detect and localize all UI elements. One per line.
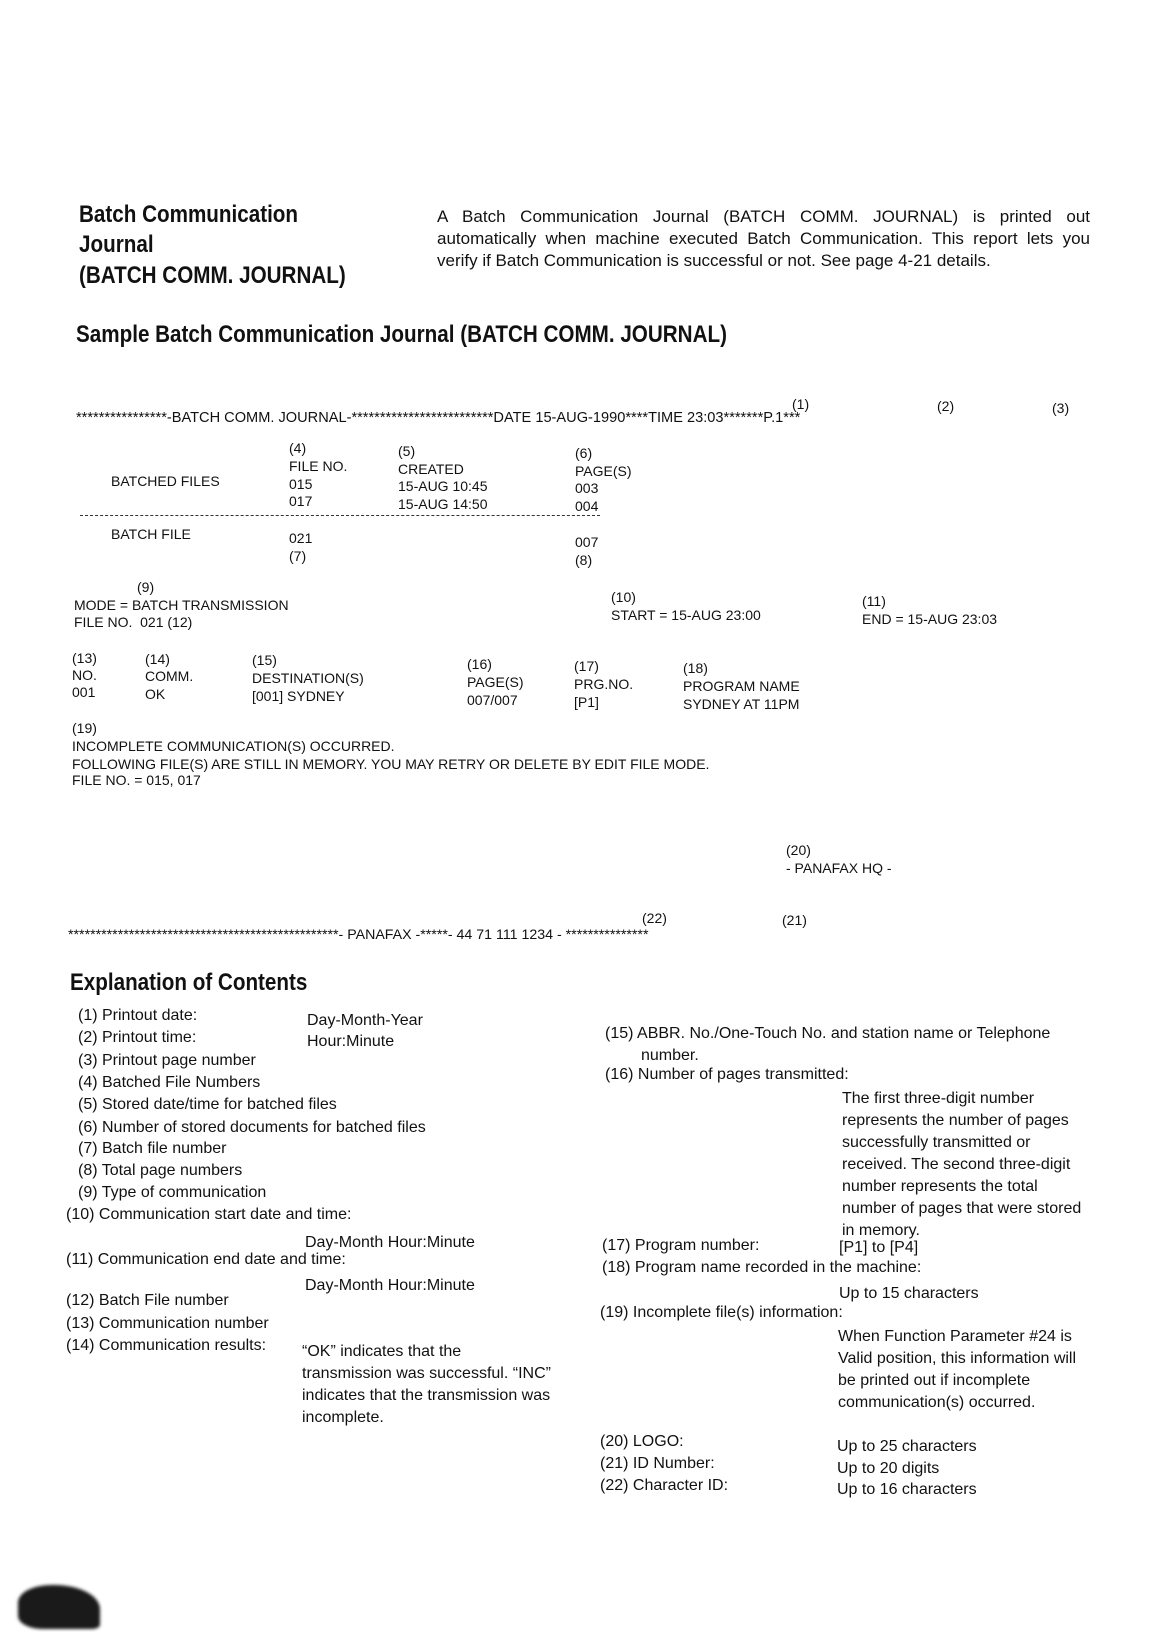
exp-item-17-value: [P1] to [P4]	[839, 1239, 919, 1256]
ref-4: (4)	[289, 440, 307, 456]
exp-item-2-value: Hour:Minute	[307, 1033, 395, 1050]
ref-16: (16)	[467, 656, 492, 672]
logo-text: - PANAFAX HQ -	[786, 860, 892, 876]
exp-item-20-value: Up to 25 characters	[837, 1438, 977, 1455]
table-header-no: NO.	[72, 667, 97, 683]
table-header-comm: COMM.	[145, 668, 194, 684]
explanation-heading: Explanation of Contents	[70, 969, 308, 996]
table-header-destinations: DESTINATION(S)	[252, 670, 364, 686]
ref-22: (22)	[642, 910, 667, 926]
incomplete-line-3: FILE NO. = 015, 017	[72, 772, 201, 788]
batched-row-2-pages: 004	[575, 498, 599, 514]
exp-item-6-label: (6) Number of stored documents for batched files	[78, 1119, 426, 1136]
exp-item-3-label: (3) Printout page number	[78, 1052, 256, 1069]
exp-item-4-label: (4) Batched File Numbers	[78, 1074, 261, 1091]
table-header-prg-no: PRG.NO.	[574, 676, 634, 692]
table-header-program-name: PROGRAM NAME	[683, 678, 800, 694]
table-row-comm: OK	[145, 686, 166, 702]
incomplete-line-2: FOLLOWING FILE(S) ARE STILL IN MEMORY. YOU MAY RETRY OR DELETE BY EDIT FILE MODE.	[72, 756, 710, 772]
table-row-program-name: SYDNEY AT 11PM	[683, 696, 800, 712]
exp-item-2-label: (2) Printout time:	[78, 1029, 197, 1046]
ref-6: (6)	[575, 445, 593, 461]
batched-row-1-pages: 003	[575, 480, 599, 496]
table-header-pages: PAGE(S)	[467, 674, 524, 690]
journal-footer-line: *************************************************- PANAFAX -*****- 44 71 111 1234 - ***************	[68, 927, 649, 943]
exp-item-22-value: Up to 16 characters	[837, 1481, 977, 1498]
exp-item-21-label: (21) ID Number:	[600, 1455, 715, 1472]
exp-item-15-label: (15) ABBR. No./One-Touch No. and station name or Telephone number.	[605, 1025, 1051, 1064]
exp-item-1-value: Day-Month-Year	[307, 1012, 423, 1029]
scan-smudge	[18, 1585, 100, 1629]
intro-title-line-1: Batch Communication	[79, 201, 299, 228]
batched-row-2-file-no: 017	[289, 493, 313, 509]
ref-9: (9)	[137, 579, 155, 595]
exp-item-12-label: (12) Batch File number	[66, 1292, 229, 1309]
batch-file-pages: 007	[575, 534, 599, 550]
batched-row-1-file-no: 015	[289, 476, 313, 492]
exp-item-18-value: Up to 15 characters	[839, 1285, 979, 1302]
exp-item-18-label: (18) Program name recorded in the machine:	[602, 1259, 922, 1276]
table-row-prg-no: [P1]	[574, 694, 599, 710]
exp-item-20-label: (20) LOGO:	[600, 1433, 684, 1450]
incomplete-line-1: INCOMPLETE COMMUNICATION(S) OCCURRED.	[72, 738, 395, 754]
exp-item-13-label: (13) Communication number	[66, 1315, 269, 1332]
ref-18: (18)	[683, 660, 708, 676]
exp-item-16-label: (16) Number of pages transmitted:	[605, 1066, 849, 1083]
ref-20: (20)	[786, 842, 811, 858]
ref-19: (19)	[72, 720, 97, 736]
batch-file-label: BATCH FILE	[111, 526, 191, 542]
ref-14: (14)	[145, 651, 170, 667]
table-row-no: 001	[72, 684, 96, 700]
exp-item-16-value: The first three-digit number represents the number of pages successfully transmitted or received. The second three-digit number represents the total number of pages that were stored in memory.	[842, 1090, 1082, 1239]
exp-item-11-value: Day-Month Hour:Minute	[305, 1277, 475, 1294]
exp-item-14-label: (14) Communication results:	[66, 1337, 267, 1354]
ref-3: (3)	[1052, 400, 1070, 416]
exp-item-5-label: (5) Stored date/time for batched files	[78, 1096, 337, 1113]
exp-item-1-label: (1) Printout date:	[78, 1007, 198, 1024]
file-no-line: FILE NO. 021 (12)	[74, 614, 193, 630]
ref-21: (21)	[782, 912, 807, 928]
batched-files-label: BATCHED FILES	[111, 473, 220, 489]
col-header-file-no: FILE NO.	[289, 458, 348, 474]
ref-11: (11)	[862, 593, 886, 609]
ref-2: (2)	[937, 398, 955, 414]
intro-description: A Batch Communication Journal (BATCH COMM. JOURNAL) is printed out automatically when machine executed Batch Communication. This report lets you verify if Batch Communication is successful or not. See page 4-21 details.	[437, 207, 1090, 270]
exp-item-22-label: (22) Character ID:	[600, 1477, 729, 1494]
intro-title-line-2: Journal	[79, 231, 154, 258]
ref-5: (5)	[398, 443, 416, 459]
ref-15: (15)	[252, 652, 277, 668]
exp-item-19-value: When Function Parameter #24 is Valid position, this information will be printed out if incomplete communication(s) occurred.	[838, 1328, 1077, 1411]
journal-header-line: ****************-BATCH COMM. JOURNAL-*************************DATE 15-AUG-1990****TIME 23:03*******P.1***	[76, 410, 801, 426]
start-line: START = 15-AUG 23:00	[611, 607, 761, 623]
mode-line: MODE = BATCH TRANSMISSION	[74, 597, 289, 613]
batched-row-1-created: 15-AUG 10:45	[398, 478, 488, 494]
ref-1: (1)	[792, 396, 810, 412]
col-header-pages: PAGE(S)	[575, 463, 632, 479]
table-row-pages: 007/007	[467, 692, 518, 708]
exp-item-14-value: “OK” indicates that the transmission was successful. “INC” indicates that the transmission was incomplete.	[302, 1343, 551, 1426]
table-row-destination: [001] SYDNEY	[252, 688, 345, 704]
exp-item-17-label: (17) Program number:	[602, 1237, 760, 1254]
exp-item-10-label: (10) Communication start date and time:	[66, 1206, 352, 1223]
sample-heading: Sample Batch Communication Journal (BATCH COMM. JOURNAL)	[76, 321, 727, 348]
exp-item-10-value: Day-Month Hour:Minute	[305, 1234, 475, 1251]
ref-17: (17)	[574, 658, 599, 674]
ref-8: (8)	[575, 552, 593, 568]
ref-13: (13)	[72, 650, 97, 666]
ref-7: (7)	[289, 548, 307, 564]
exp-item-19-label: (19) Incomplete file(s) information:	[600, 1304, 843, 1321]
ref-10: (10)	[611, 589, 636, 605]
end-line: END = 15-AUG 23:03	[862, 611, 998, 627]
exp-item-11-label: (11) Communication end date and time:	[66, 1251, 346, 1268]
exp-item-7-label: (7) Batch file number	[78, 1140, 227, 1157]
batch-file-no: 021	[289, 530, 313, 546]
col-header-created: CREATED	[398, 461, 464, 477]
intro-title-line-3: (BATCH COMM. JOURNAL)	[79, 262, 346, 289]
exp-item-21-value: Up to 20 digits	[837, 1460, 940, 1477]
batch-divider	[80, 515, 600, 516]
exp-item-8-label: (8) Total page numbers	[78, 1162, 243, 1179]
batched-row-2-created: 15-AUG 14:50	[398, 496, 488, 512]
exp-item-9-label: (9) Type of communication	[78, 1184, 267, 1201]
